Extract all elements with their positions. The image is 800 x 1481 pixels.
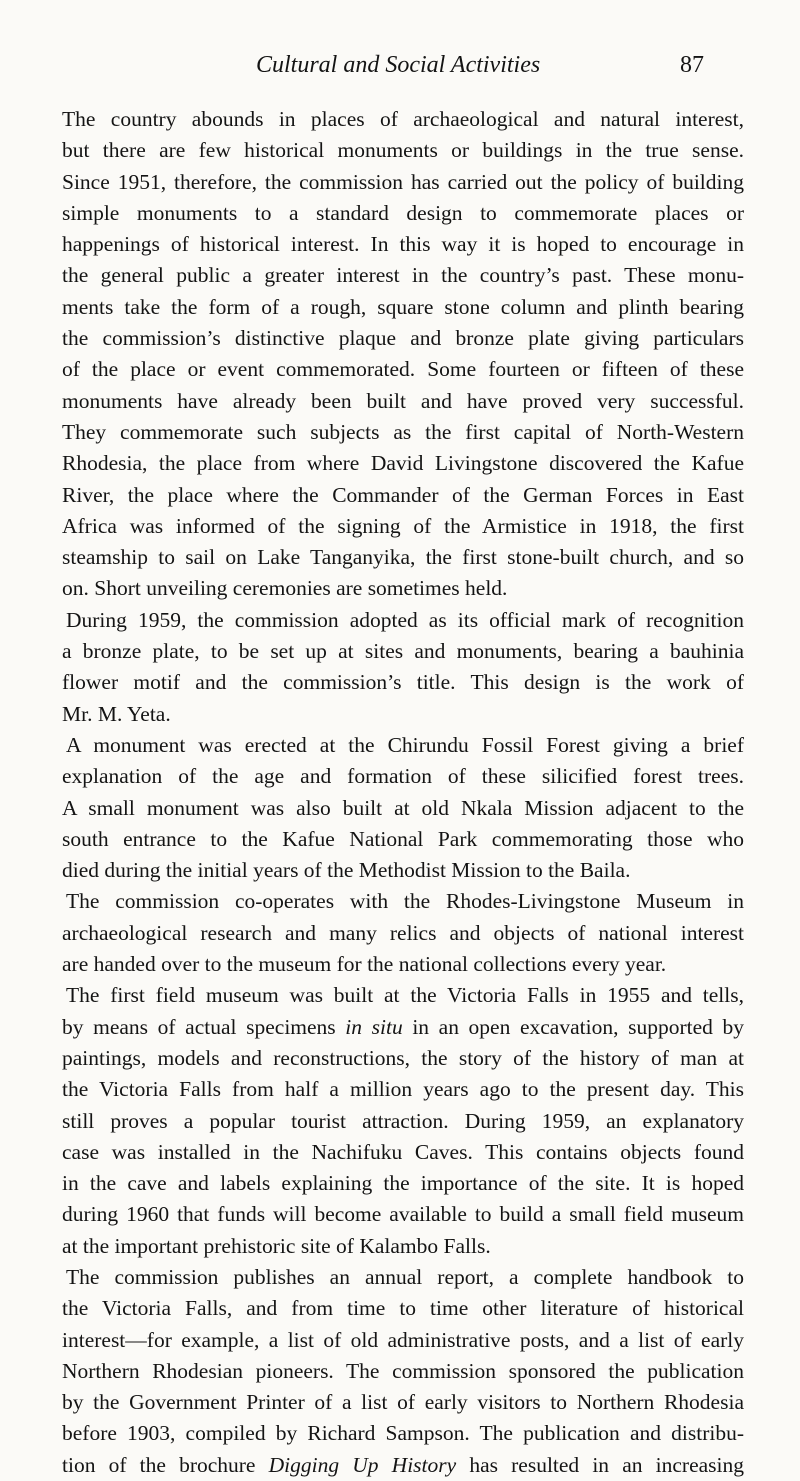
text-line: The commission co-operates with the Rhodes-Livingstone Museum in bbox=[66, 889, 744, 914]
text-segment: has resulted in an increasing bbox=[456, 1452, 744, 1477]
text-line: are handed over to the museum for the national collections every year. bbox=[62, 952, 667, 977]
text-line: paintings, models and reconstructions, the story of the history of man at bbox=[62, 1045, 744, 1070]
text-line: the Victoria Falls from half a million years ago to the present day. This bbox=[62, 1077, 744, 1102]
page-header bbox=[256, 48, 704, 82]
text-line: on. Short unveiling ceremonies are sometimes held. bbox=[62, 576, 508, 601]
text-line: the general public a greater interest in the country’s past. These monu- bbox=[62, 263, 744, 288]
text-line: A small monument was also built at old Nkala Mission adjacent to the bbox=[62, 795, 744, 820]
text-line: Northern Rhodesian pioneers. The commission sponsored the publication bbox=[62, 1358, 744, 1383]
text-line bbox=[62, 1450, 744, 1481]
text-line: still proves a popular tourist attraction. During 1959, an explanatory bbox=[62, 1108, 744, 1133]
text-line bbox=[62, 1012, 744, 1043]
text-line: interest—for example, a list of old administrative posts, and a list of early bbox=[62, 1327, 744, 1352]
text-line: before 1903, compiled by Richard Sampson. The publication and distribu- bbox=[62, 1421, 744, 1446]
text-segment: in an open excavation, supported by bbox=[402, 1014, 744, 1039]
text-line: River, the place where the Commander of the German Forces in East bbox=[62, 482, 744, 507]
text-line: died during the initial years of the Methodist Mission to the Baila. bbox=[62, 858, 631, 883]
text-line: in the cave and labels explaining the importance of the site. It is hoped bbox=[62, 1171, 744, 1196]
text-line: The first field museum was built at the Victoria Falls in 1955 and tells, bbox=[66, 983, 744, 1008]
text-segment: tion of the brochure bbox=[62, 1452, 269, 1477]
text-line: The country abounds in places of archaeological and natural interest, bbox=[62, 107, 744, 131]
text-line: at the important prehistoric site of Kalambo Falls. bbox=[62, 1233, 491, 1258]
text-line: monuments have already been built and have proved very successful. bbox=[62, 388, 744, 413]
text-line: The commission publishes an annual report, a complete handbook to bbox=[66, 1264, 744, 1289]
text-line: during 1960 that funds will become available to build a small field museum bbox=[62, 1202, 744, 1227]
text-line: happenings of historical interest. In this way it is hoped to encourage in bbox=[62, 232, 744, 257]
text-line: south entrance to the Kafue National Park commemorating those who bbox=[62, 826, 744, 851]
running-title: Cultural and Social Activities bbox=[256, 52, 541, 78]
text-line: explanation of the age and formation of these silicified forest trees. bbox=[62, 764, 744, 789]
text-line: Since 1951, therefore, the commission has carried out the policy of building bbox=[62, 169, 744, 194]
page-number: 87 bbox=[680, 52, 704, 78]
text-line: Africa was informed of the signing of the Armistice in 1918, the first bbox=[62, 513, 744, 538]
italic-term: Digging Up History bbox=[268, 1452, 457, 1477]
text-line: the commission’s distinctive plaque and bronze plate giving particulars bbox=[62, 326, 744, 351]
text-line: flower motif and the commission’s title. This design is the work of bbox=[62, 670, 744, 695]
body-text bbox=[62, 104, 744, 1481]
text-line: but there are few historical monuments or buildings in the true sense. bbox=[62, 138, 744, 163]
text-line: archaeological research and many relics and objects of national interest bbox=[62, 920, 744, 945]
text-line: case was installed in the Nachifuku Caves. This contains objects found bbox=[62, 1139, 744, 1164]
text-line: During 1959, the commission adopted as its official mark of recognition bbox=[66, 607, 744, 632]
text-line: ments take the form of a rough, square stone column and plinth bearing bbox=[62, 294, 744, 319]
text-line: steamship to sail on Lake Tanganyika, the first stone-built church, and so bbox=[62, 545, 744, 570]
italic-term: in situ bbox=[345, 1014, 403, 1039]
text-line: simple monuments to a standard design to commemorate places or bbox=[62, 200, 744, 225]
text-line: a bronze plate, to be set up at sites and monuments, bearing a bauhinia bbox=[62, 639, 744, 664]
text-line: by the Government Printer of a list of early visitors to Northern Rhodesia bbox=[62, 1390, 744, 1415]
text-line: of the place or event commemorated. Some fourteen or fifteen of these bbox=[62, 357, 744, 382]
text-line: the Victoria Falls, and from time to time other literature of historical bbox=[62, 1296, 744, 1321]
text-segment: by means of actual specimens bbox=[62, 1014, 346, 1039]
text-line: Rhodesia, the place from where David Livingstone discovered the Kafue bbox=[62, 451, 744, 476]
text-line: A monument was erected at the Chirundu Fossil Forest giving a brief bbox=[66, 732, 744, 757]
text-line: They commemorate such subjects as the first capital of North-Western bbox=[62, 419, 744, 444]
text-line: Mr. M. Yeta. bbox=[62, 701, 171, 726]
